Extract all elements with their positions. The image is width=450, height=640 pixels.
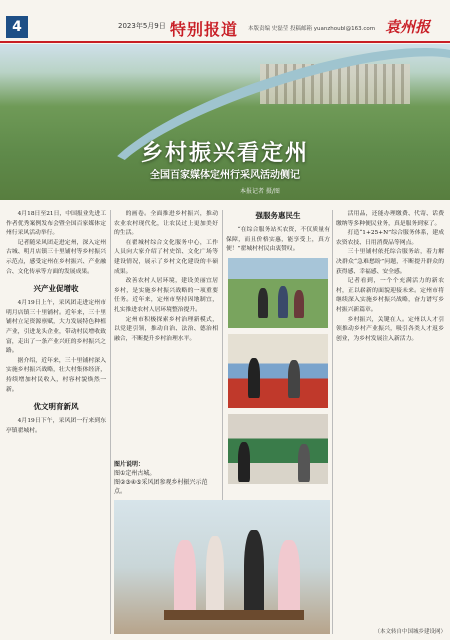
person-figure bbox=[278, 286, 288, 318]
page-header bbox=[0, 14, 450, 40]
column-divider bbox=[332, 210, 333, 634]
page-number: 4 bbox=[6, 16, 28, 38]
guzheng-instrument bbox=[164, 610, 304, 620]
paragraph: 4月19日上午，采风团走进定州市明月店镇三十里铺村。近年来，三十里铺村立足资源禀赋，大力发展特色种植产业，引进龙头企业，带动村民增收致富，走出了一条产业兴旺的乡村振兴之路。 bbox=[6, 300, 106, 355]
photo-service-station bbox=[228, 414, 328, 484]
hero-photo bbox=[0, 44, 450, 200]
subheading: 兴产业促增收 bbox=[33, 284, 79, 294]
article-column-2 bbox=[114, 210, 218, 344]
photo-field-visit bbox=[228, 258, 328, 328]
masthead-logo: 袁州报 bbox=[385, 18, 431, 36]
performer-figure bbox=[174, 540, 196, 620]
section-title: 特别报道 bbox=[170, 20, 239, 39]
photo-credit: 本报记者 摄/图 bbox=[240, 188, 280, 195]
subheading: 优文明育新风 bbox=[33, 402, 79, 412]
paragraph: 4月19日下午，采风团一行来到东亭镇翟城村。 bbox=[6, 418, 106, 434]
paragraph: 乡村振兴，关键在人。定州以人才引领推动乡村产业振兴，吸引各类人才返乡创业，为乡村发展注入新活力。 bbox=[336, 316, 444, 342]
article-column-4 bbox=[336, 210, 444, 344]
header-rule bbox=[0, 41, 450, 43]
article-column-1 bbox=[6, 210, 106, 436]
paragraph: “在综合服务站买农资，不仅质量有保障，而且价格实惠，能享受上，真方便！”翟城村村民由衷赞叹。 bbox=[226, 227, 330, 253]
paragraph: 定州市积极探索乡村治理新模式，以党建引领，推动自治、法治、德治相融合，不断提升乡村治理水平。 bbox=[114, 316, 218, 342]
person-figure bbox=[238, 442, 250, 482]
person-figure bbox=[248, 358, 260, 398]
paragraph: 记者看到，一个个充满活力的新农村，正以崭新的面貌迎接未来。定州市将继续深入实施乡村振兴战略，奋力谱写乡村振兴新篇章。 bbox=[336, 278, 444, 313]
paragraph: 4月18日至21日，中国报业先进工作者优秀案例发布会暨全国百家媒体定州行采风活动举行。 bbox=[6, 211, 106, 237]
subheadline: 全国百家媒体定州行采风活动侧记 bbox=[150, 170, 300, 181]
photo-exhibition bbox=[228, 334, 328, 408]
caption-line: 图②③④⑤采风团参观乡村振兴示范点。 bbox=[114, 479, 208, 495]
person-figure bbox=[288, 360, 300, 398]
person-figure bbox=[258, 288, 268, 318]
paragraph: 改善农村人居环境，建设美丽宜居乡村，是实施乡村振兴战略的一项重要任务。近年来，定州市坚持因地制宜，扎实推进农村人居环境整治提升。 bbox=[114, 278, 218, 313]
photo-performance bbox=[114, 500, 330, 634]
headline: 乡村振兴看定州 bbox=[140, 141, 309, 166]
article-column-3 bbox=[226, 210, 330, 255]
caption-line: 图①定州古城。 bbox=[114, 470, 156, 477]
paragraph: 据介绍，近年来，三十里铺村深入实施乡村振兴战略，壮大村集体经济，持续增加村民收入，村容村貌焕然一新。 bbox=[6, 357, 106, 393]
paragraph: 打造“1+25+N”综合服务体系，建成农资农技、日用消费品等网点。 bbox=[336, 230, 444, 246]
performer-figure bbox=[278, 540, 300, 620]
paragraph: 活用品，还能办理缴费、代寄、话费缴纳等多种便民业务，真是服务到家了。 bbox=[336, 211, 444, 227]
column-divider bbox=[110, 210, 111, 634]
photo-caption bbox=[114, 460, 218, 496]
paragraph: 在翟城村综合文化服务中心，工作人员向大家介绍了村史馆、文化广场等建设情况，展示了乡村文化建设的丰硕成果。 bbox=[114, 239, 218, 275]
person-figure bbox=[294, 290, 304, 318]
subheading: 强服务惠民生 bbox=[255, 211, 301, 220]
editor-info: 本版责编 史磊莹 投稿邮箱 yuanzhoubl@163.com bbox=[248, 26, 376, 32]
paragraph: 记者随采风团走进定州，深入定州古城、明月店镇三十里铺村等乡村振兴示范点，感受定州在乡村振兴、产业融合、文化传承等方面的发展成果。 bbox=[6, 239, 106, 275]
source-note: （本文转自中国城乡建设网） bbox=[374, 629, 446, 635]
paragraph: 的画卷。全面推进乡村振兴，推动农业农村现代化，让农民过上更加美好的生活。 bbox=[114, 211, 218, 237]
performer-figure bbox=[206, 536, 224, 620]
person-figure bbox=[298, 444, 310, 482]
performer-figure bbox=[244, 530, 264, 620]
issue-date: 2023年5月9日 bbox=[118, 22, 166, 30]
paragraph: 三十里铺村依托综合服务站，着力解决群众“急难愁盼”问题，不断提升群众的获得感、幸福感、安全感。 bbox=[336, 249, 444, 275]
caption-title: 图片说明： bbox=[114, 461, 145, 468]
